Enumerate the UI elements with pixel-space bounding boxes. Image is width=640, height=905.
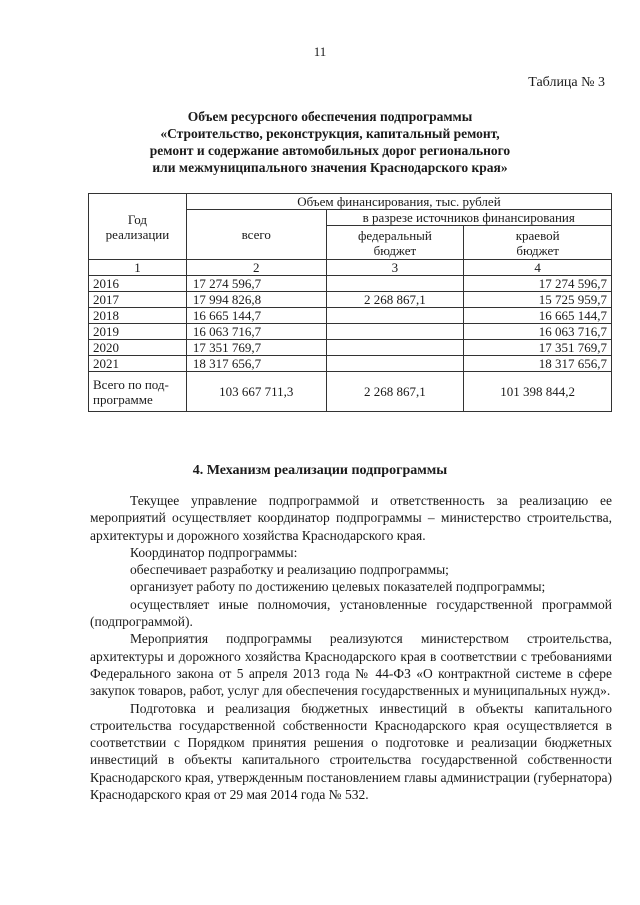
header-year-line: реализации <box>105 226 170 242</box>
paragraph: Координатор подпрограммы: <box>130 544 298 560</box>
body-text <box>90 492 612 803</box>
table-row <box>89 276 612 292</box>
summary-row <box>89 372 612 412</box>
header-funding-volume: Объем финансирования, тыс. рублей <box>186 194 611 210</box>
paragraph: обеспечивает разработку и реализацию подпрограммы; <box>130 562 449 578</box>
cell-federal <box>326 276 464 292</box>
title-line: Объем ресурсного обеспечения подпрограммы <box>187 109 473 124</box>
title-line: «Строительство, реконструкция, капитальный ремонт, <box>160 126 500 141</box>
cell-year: 2016 <box>89 276 187 292</box>
cell-year: 2020 <box>89 340 187 356</box>
column-number: 4 <box>464 260 612 276</box>
cell-total: 16 665 144,7 <box>186 308 326 324</box>
cell-year: 2018 <box>89 308 187 324</box>
header-regional-line: бюджет <box>516 242 559 258</box>
paragraph: организует работу по достижению целевых показателей подпрограммы; <box>130 579 546 595</box>
cell-year: 2019 <box>89 324 187 340</box>
header-year <box>89 194 187 260</box>
cell-regional: 16 063 716,7 <box>464 324 612 340</box>
cell-regional: 18 317 656,7 <box>464 356 612 372</box>
header-by-sources: в разрезе источников финансирования <box>326 210 611 226</box>
paragraph: осуществляет иные полномочия, установленные государственной программой (подпрограммой). <box>90 596 612 630</box>
cell-year: 2021 <box>89 356 187 372</box>
paragraph: Текущее управление подпрограммой и ответственность за реализацию ее мероприятий осуществляет координатор подпрограммы – министерство строительства, архитектуры и дорожного хозяйства Краснодарского края. <box>90 493 612 543</box>
summary-regional: 101 398 844,2 <box>464 372 612 412</box>
table-label: Таблица № 3 <box>528 75 605 90</box>
section-heading: 4. Механизм реализации подпрограммы <box>192 463 448 478</box>
summary-label-line: программе <box>93 391 153 407</box>
cell-total: 17 351 769,7 <box>186 340 326 356</box>
header-year-line: Год <box>127 211 148 227</box>
summary-total: 103 667 711,3 <box>186 372 326 412</box>
cell-federal <box>326 308 464 324</box>
column-number: 3 <box>326 260 464 276</box>
header-federal <box>326 226 464 260</box>
cell-year: 2017 <box>89 292 187 308</box>
cell-total: 18 317 656,7 <box>186 356 326 372</box>
header-regional-line: краевой <box>515 227 560 243</box>
summary-label-line: Всего по под- <box>93 376 169 392</box>
cell-regional: 15 725 959,7 <box>464 292 612 308</box>
cell-total: 17 274 596,7 <box>186 276 326 292</box>
summary-federal: 2 268 867,1 <box>326 372 464 412</box>
summary-label <box>89 372 187 412</box>
column-number: 1 <box>89 260 187 276</box>
column-number: 2 <box>186 260 326 276</box>
paragraph: Мероприятия подпрограммы реализуются министерством строительства, архитектуры и дорожного хозяйства Краснодарского края в соответствии с требованиями Федерального закона от 5 апреля 2013 года № 44-ФЗ «О контрактной системе в сфере закупок товаров, работ, услуг для обеспечения государственных и муниципальных нужд». <box>90 631 612 699</box>
header-total: всего <box>186 210 326 260</box>
cell-total: 16 063 716,7 <box>186 324 326 340</box>
funding-table <box>88 193 612 412</box>
title-line: или межмуниципального значения Краснодарского края» <box>152 160 508 175</box>
cell-regional: 17 274 596,7 <box>464 276 612 292</box>
table-row <box>89 356 612 372</box>
page-number: 11 <box>313 44 327 59</box>
paragraph: Подготовка и реализация бюджетных инвестиций в объекты капитального строительства государственной собственности Краснодарского края осуществляется в соответствии с Порядком принятия решения о подготовке и реализации бюджетных инвестиций в объекты капитального строительства государственной собственности Краснодарского края, утвержденным постановлением главы администрации (губернатора) Краснодарского края от 29 мая 2014 года № 532. <box>90 700 613 803</box>
header-regional <box>464 226 612 260</box>
table-row <box>89 340 612 356</box>
table-title <box>80 108 580 176</box>
cell-regional: 16 665 144,7 <box>464 308 612 324</box>
cell-federal <box>326 340 464 356</box>
table-row <box>89 308 612 324</box>
title-line: ремонт и содержание автомобильных дорог регионального <box>149 143 511 158</box>
header-federal-line: федеральный <box>358 227 432 243</box>
cell-total: 17 994 826,8 <box>186 292 326 308</box>
column-numbers-row <box>89 260 612 276</box>
cell-federal <box>326 324 464 340</box>
cell-regional: 17 351 769,7 <box>464 340 612 356</box>
cell-federal <box>326 356 464 372</box>
table-row <box>89 292 612 308</box>
header-federal-line: бюджет <box>373 242 417 258</box>
table-row <box>89 324 612 340</box>
cell-federal: 2 268 867,1 <box>326 292 464 308</box>
